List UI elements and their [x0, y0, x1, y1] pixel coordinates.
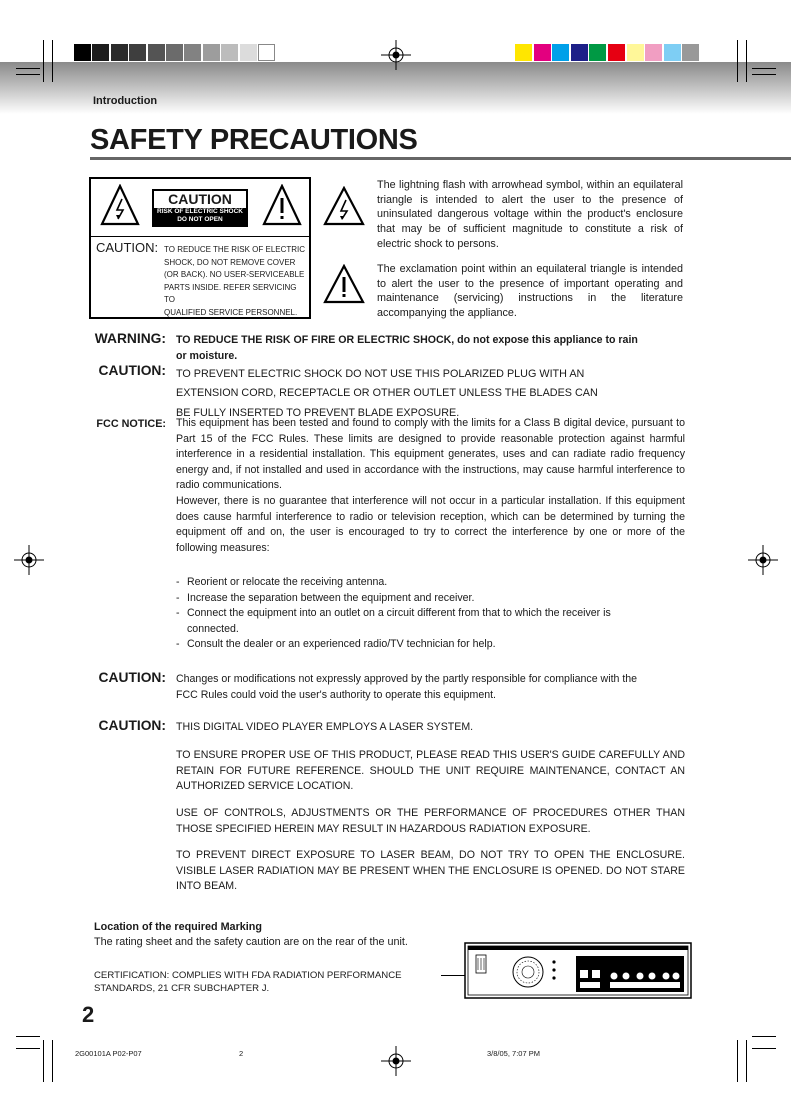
footer-timestamp: 3/8/05, 7:07 PM — [487, 1049, 540, 1058]
measure-text: Increase the separation between the equipment and receiver. — [187, 591, 475, 604]
section-label: Introduction — [93, 95, 158, 107]
fcc-paragraph: This equipment has been tested and found to comply with the limits for a Class B digital device, pursuant to Part 15 of the FCC Rules. These limits are designed to provide reasonable protection against harmful interference in a residential installation. This equipment generates, uses and can radiate radio frequency energy and, if not installed and used in accordance with the instructions, may cause harmful interference to radio communications. — [176, 417, 685, 492]
caution-label: CAUTION: — [98, 363, 166, 378]
exclamation-triangle-icon — [262, 184, 302, 228]
caution-plug-text — [176, 365, 691, 423]
certification-line: CERTIFICATION: COMPLIES WITH FDA RADIATION PERFORMANCE — [94, 970, 402, 981]
box-caution-text — [164, 244, 309, 319]
color-swatch — [111, 44, 128, 61]
warning-line: TO REDUCE THE RISK OF FIRE OR ELECTRIC SHOCK, do not expose this appliance to rain — [176, 334, 638, 346]
color-swatch — [515, 44, 532, 61]
caution-label: CAUTION: — [98, 718, 166, 733]
color-swatch — [571, 44, 588, 61]
caution-label: CAUTION: — [98, 670, 166, 685]
measure-text: connected. — [187, 622, 239, 635]
list-item: - Reorient or relocate the receiving antenna. — [176, 576, 388, 588]
certification-line: STANDARDS, 21 CFR SUBCHAPTER J. — [94, 983, 270, 994]
registration-target-icon — [381, 40, 411, 70]
color-swatch — [184, 44, 201, 61]
shock-warning-strip — [154, 208, 246, 225]
marking-heading: Location of the required Marking — [94, 921, 262, 933]
color-swatch — [664, 44, 681, 61]
warning-label: WARNING: — [94, 331, 166, 346]
measure-text: Reorient or relocate the receiving antenna. — [187, 576, 388, 588]
color-swatch — [148, 44, 165, 61]
caution-laser-line: THIS DIGITAL VIDEO PLAYER EMPLOYS A LASER SYSTEM. — [176, 721, 474, 733]
color-swatch — [534, 44, 551, 61]
caution-changes-line: Changes or modifications not expressly approved by the partly responsible for compliance with the — [176, 673, 638, 685]
lightning-triangle-icon — [100, 184, 140, 228]
color-swatch — [258, 44, 275, 61]
laser-paragraph: TO PREVENT DIRECT EXPOSURE TO LASER BEAM, DO NOT TRY TO OPEN THE ENCLOSURE. VISIBLE LASER RADIATION MAY BE PRESENT WHEN THE ENCLOSURE IS OPENED. DO NOT STARE INTO BEAM. — [176, 849, 685, 893]
lightning-symbol-description: The lightning flash with arrowhead symbol, within an equilateral triangle is intended to alert the user to the presence of uninsulated dangerous voltage within the product's enclosure that may be of sufficient magnitude to constitute a risk of electric shock to persons. — [377, 179, 683, 250]
color-swatch — [74, 44, 91, 61]
fcc-notice-label: FCC NOTICE: — [96, 418, 166, 430]
color-swatch — [92, 44, 109, 61]
strip-line: RISK OF ELECTRIC SHOCK — [157, 208, 243, 215]
color-swatch — [645, 44, 662, 61]
box-divider — [89, 236, 311, 237]
registration-target-icon — [14, 545, 44, 575]
warning-line: or moisture. — [176, 349, 238, 362]
fcc-paragraph: However, there is no guarantee that interference will not occur in a particular installation. If this equipment does cause harmful interference to radio or television reception, which can be determined by turning the equipment off and on, the user is encouraged to try to correct the interference by one or more of the following measures: — [176, 495, 685, 554]
title-divider — [90, 157, 791, 160]
color-swatch — [221, 44, 238, 61]
color-swatch — [166, 44, 183, 61]
lightning-triangle-icon — [323, 186, 365, 228]
laser-paragraph: USE OF CONTROLS, ADJUSTMENTS OR THE PERFORMANCE OF PROCEDURES OTHER THAN THOSE SPECIFIED HEREIN MAY RESULT IN HAZARDOUS RADIATION EXPOSURE. — [176, 807, 685, 835]
color-swatch — [552, 44, 569, 61]
certification-text — [94, 969, 402, 995]
list-item: - Increase the separation between the equipment and receiver. — [176, 591, 475, 604]
box-caution-line: QUALIFIED SERVICE PERSONNEL. — [164, 307, 298, 317]
box-caution-line: (OR BACK). NO USER-SERVICEABLE — [164, 270, 305, 279]
caution-heading: CAUTION — [168, 191, 232, 207]
caution-plug-line: TO PREVENT ELECTRIC SHOCK DO NOT USE THIS POLARIZED PLUG WITH AN — [176, 368, 585, 380]
strip-line: DO NOT OPEN — [177, 216, 223, 223]
box-caution-line: PARTS INSIDE. REFER SERVICING TO — [164, 282, 297, 304]
box-caution-line: TO REDUCE THE RISK OF ELECTRIC — [164, 245, 306, 254]
color-swatch — [608, 44, 625, 61]
list-item — [176, 622, 685, 638]
list-item: - Consult the dealer or an experienced radio/TV technician for help. — [176, 638, 496, 651]
registration-target-icon — [748, 545, 778, 575]
exclamation-triangle-icon — [323, 264, 365, 306]
marking-text: The rating sheet and the safety caution are on the rear of the unit. — [94, 936, 408, 948]
caution-inner-label — [152, 189, 248, 227]
footer-page-ref: 2 — [239, 1049, 244, 1058]
measure-text: Connect the equipment into an outlet on a circuit different from that to which the receiver is — [187, 607, 611, 620]
exclamation-symbol-description: The exclamation point within an equilateral triangle is intended to alert the user to the presence of important operating and maintenance (servicing) instructions in the literature accompanying the appliance. — [377, 263, 683, 320]
registration-target-icon — [381, 1046, 411, 1076]
box-caution-label: CAUTION: — [96, 240, 159, 255]
footer-file-code: 2G00101A P02-P07 — [75, 1049, 142, 1058]
warning-text — [176, 333, 691, 364]
caution-plug-line: EXTENSION CORD, RECEPTACLE OR OTHER OUTLET UNLESS THE BLADES CAN — [176, 387, 598, 400]
page-number: 2 — [82, 1002, 95, 1027]
caution-changes-text — [176, 672, 691, 703]
color-swatch — [627, 44, 644, 61]
caution-plug-line: BE FULLY INSERTED TO PREVENT BLADE EXPOSURE. — [176, 406, 460, 419]
box-caution-line: SHOCK, DO NOT REMOVE COVER — [164, 257, 296, 267]
caution-changes-line: FCC Rules could void the user's authority to operate this equipment. — [176, 688, 497, 701]
color-swatch — [682, 44, 699, 61]
color-swatch — [240, 44, 257, 61]
laser-paragraph: TO ENSURE PROPER USE OF THIS PRODUCT, PLEASE READ THIS USER'S GUIDE CAREFULLY AND RETAIN FOR FUTURE REFERENCE. SHOULD THE UNIT REQUIRE MAINTENANCE, CONTACT AN AUTHORIZED SERVICE LOCATION. — [176, 749, 685, 793]
color-swatch — [129, 44, 146, 61]
list-item: - Connect the equipment into an outlet on a circuit different from that to which the receiver is — [176, 607, 611, 620]
color-swatch — [589, 44, 606, 61]
measure-text: Consult the dealer or an experienced radio/TV technician for help. — [187, 638, 496, 651]
rear-panel-illustration — [464, 942, 692, 1000]
color-swatch — [203, 44, 220, 61]
fcc-measures-list — [176, 575, 685, 653]
page-title: SAFETY PRECAUTIONS — [90, 124, 418, 156]
